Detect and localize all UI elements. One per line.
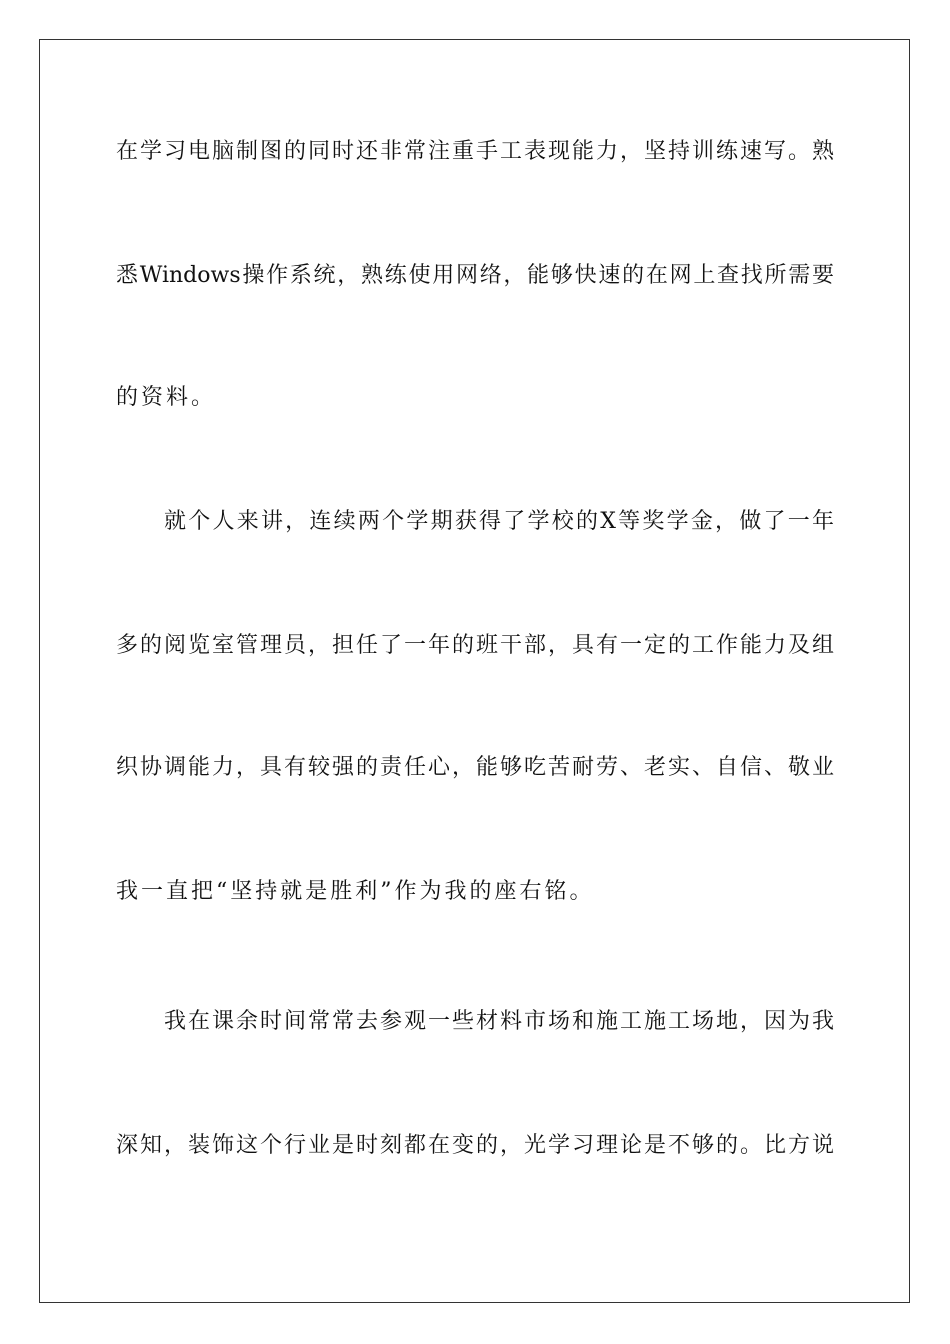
text-line-1: 在学习电脑制图的同时还非常注重手工表现能力，坚持训练速写。熟 (116, 139, 834, 164)
text-line-7: 我一直把“坚持就是胜利”作为我的座右铭。 (116, 879, 595, 904)
text-line-6: 织协调能力，具有较强的责任心，能够吃苦耐劳、老实、自信、敬业 (116, 755, 834, 780)
text-line-9: 深知，装饰这个行业是时刻都在变的，光学习理论是不够的。比方说 (116, 1133, 834, 1158)
text-line-8: 我在课余时间常常去参观一些材料市场和施工施工场地，因为我 (164, 1009, 834, 1034)
text-line-2: 悉Windows操作系统，熟练使用网络，能够快速的在网上查找所需要 (116, 263, 834, 288)
text-line-4: 就个人来讲，连续两个学期获得了学校的X等奖学金，做了一年 (164, 509, 834, 534)
text-line-5: 多的阅览室管理员，担任了一年的班干部，具有一定的工作能力及组 (116, 633, 834, 658)
page-border (39, 39, 910, 1303)
text-line-3: 的资料。 (116, 385, 217, 410)
